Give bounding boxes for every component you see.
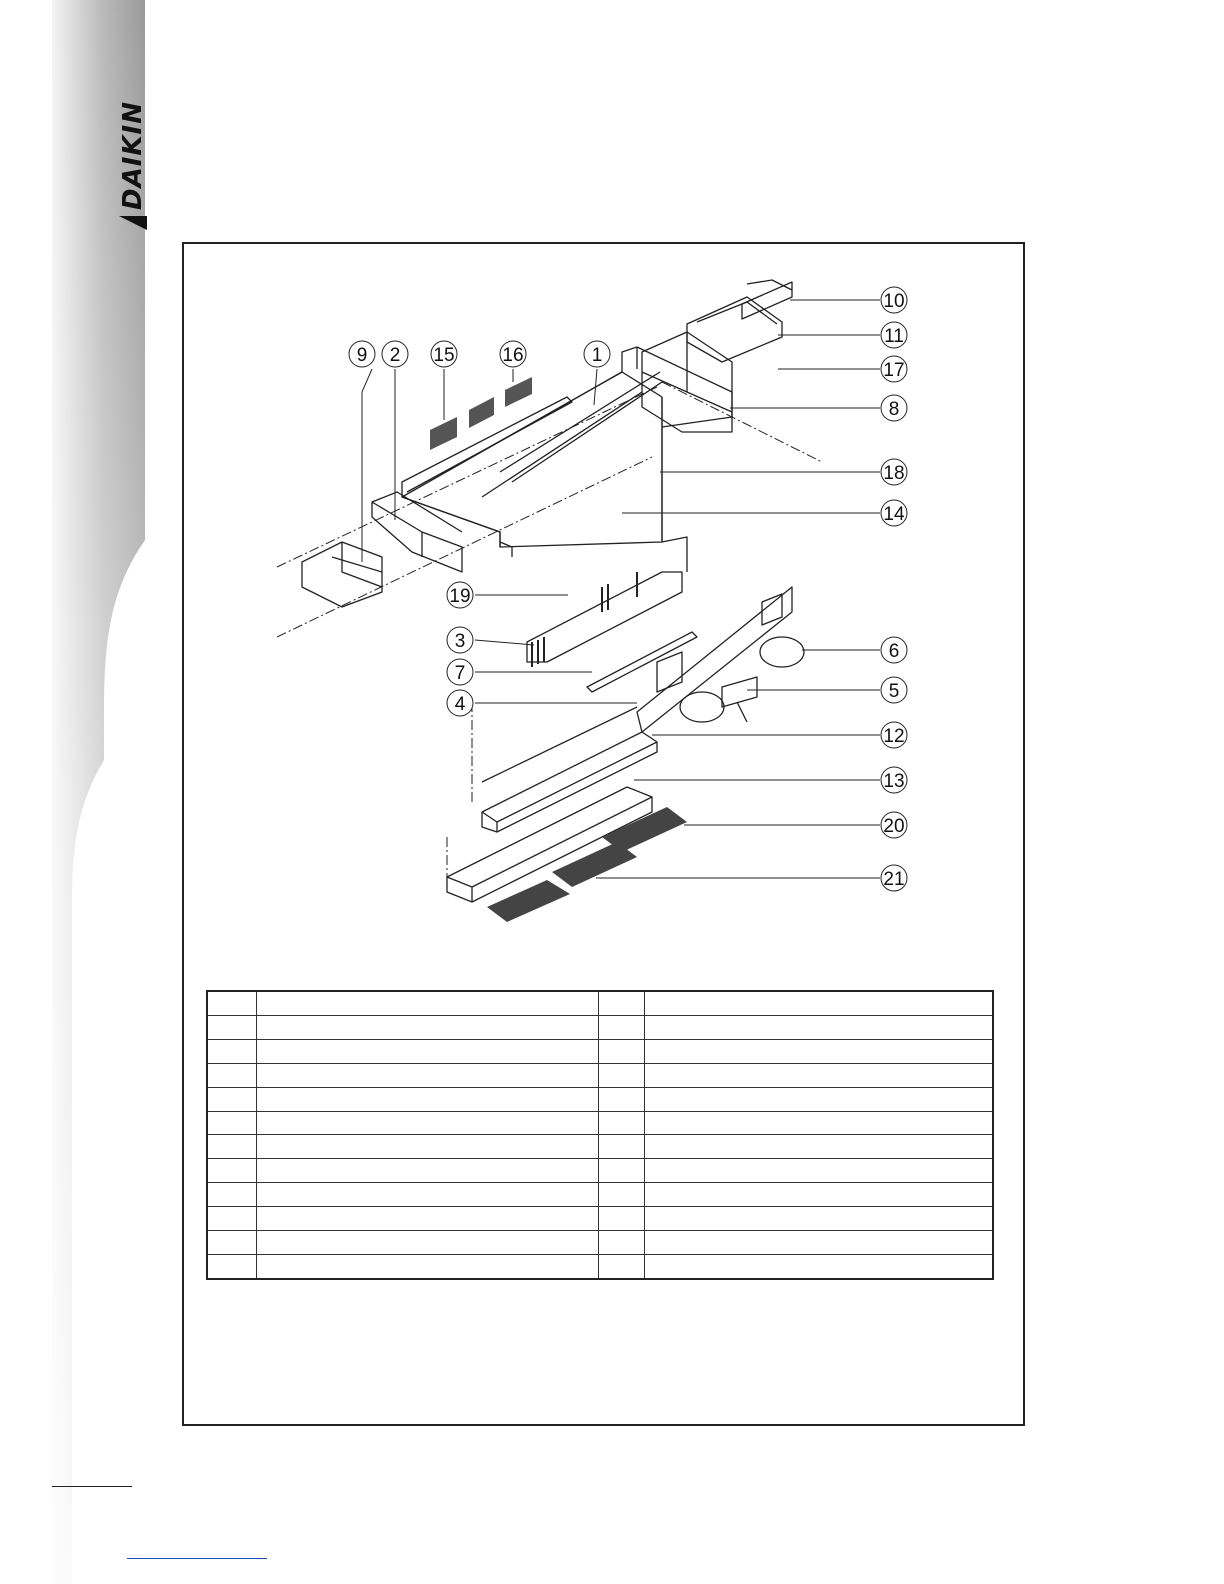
left-panel xyxy=(302,542,382,607)
table-cell xyxy=(207,1063,257,1087)
svg-text:15: 15 xyxy=(433,345,455,366)
table-cell xyxy=(207,1159,257,1183)
table-cell xyxy=(645,1231,994,1255)
table-row xyxy=(207,1039,993,1063)
daikin-logo xyxy=(118,101,148,230)
table-cell xyxy=(599,1159,645,1183)
svg-text:6: 6 xyxy=(888,641,900,662)
table-cell xyxy=(645,1254,994,1279)
svg-text:16: 16 xyxy=(502,345,524,366)
svg-text:1: 1 xyxy=(591,345,603,366)
table-cell xyxy=(207,1015,257,1039)
svg-text:8: 8 xyxy=(888,399,900,420)
callout-19 xyxy=(447,582,473,608)
table-cell xyxy=(257,1183,599,1207)
table-cell xyxy=(645,1111,994,1135)
table-cell xyxy=(645,1159,994,1183)
table-row xyxy=(207,1135,993,1159)
callout-10 xyxy=(881,287,907,313)
leader-lines xyxy=(362,300,880,878)
left-end-block xyxy=(372,492,462,572)
table-cell xyxy=(257,1159,599,1183)
table-cell xyxy=(257,1015,599,1039)
exploded-parts-diagram xyxy=(182,242,1025,982)
table-cell xyxy=(645,1063,994,1087)
callout-12 xyxy=(881,722,907,748)
table-cell xyxy=(599,1231,645,1255)
table-cell xyxy=(645,1039,994,1063)
top-brackets xyxy=(687,280,792,362)
callout-20 xyxy=(881,812,907,838)
svg-text:14: 14 xyxy=(883,504,905,525)
table-row xyxy=(207,1207,993,1231)
table-row xyxy=(207,1231,993,1255)
callout-21 xyxy=(881,865,907,891)
table-row xyxy=(207,1254,993,1279)
table-cell xyxy=(645,1183,994,1207)
callout-8 xyxy=(881,395,907,421)
svg-text:7: 7 xyxy=(454,663,466,684)
table-row xyxy=(207,1183,993,1207)
parts-list-body xyxy=(207,991,993,1279)
table-cell xyxy=(599,1087,645,1111)
table-cell xyxy=(257,1207,599,1231)
table-cell xyxy=(207,1183,257,1207)
table-cell xyxy=(645,1135,994,1159)
svg-text:19: 19 xyxy=(449,586,471,607)
table-cell xyxy=(257,1135,599,1159)
table-cell xyxy=(207,1111,257,1135)
side-gradient-band xyxy=(0,0,150,1584)
svg-text:4: 4 xyxy=(454,694,466,715)
table-cell xyxy=(599,1183,645,1207)
table-cell xyxy=(207,1207,257,1231)
table-cell xyxy=(207,1087,257,1111)
bottom-frame xyxy=(482,707,657,832)
svg-text:20: 20 xyxy=(883,816,905,837)
callout-17 xyxy=(881,356,907,382)
daikin-logo-text: DAIKIN xyxy=(118,101,148,210)
fan-assembly xyxy=(680,637,804,722)
table-cell xyxy=(645,991,994,1015)
table-row xyxy=(207,1015,993,1039)
table-cell xyxy=(257,1063,599,1087)
callout-9 xyxy=(349,341,375,367)
table-row xyxy=(207,1159,993,1183)
table-cell xyxy=(257,1231,599,1255)
callout-14 xyxy=(881,500,907,526)
callout-11 xyxy=(881,322,907,348)
table-cell xyxy=(599,1111,645,1135)
callout-4 xyxy=(447,690,473,716)
coil-strips xyxy=(532,572,637,667)
callout-6 xyxy=(881,637,907,663)
table-cell xyxy=(257,1111,599,1135)
footer-link-underline xyxy=(127,1558,267,1559)
callout-7 xyxy=(447,659,473,685)
table-cell xyxy=(207,1231,257,1255)
table-cell xyxy=(599,991,645,1015)
callout-3 xyxy=(447,627,473,653)
svg-text:3: 3 xyxy=(454,631,466,652)
svg-text:2: 2 xyxy=(389,345,401,366)
table-cell xyxy=(645,1087,994,1111)
callout-15 xyxy=(431,341,457,367)
table-cell xyxy=(599,1039,645,1063)
table-cell xyxy=(257,1039,599,1063)
table-cell xyxy=(645,1015,994,1039)
footer-rule xyxy=(52,1486,132,1487)
table-cell xyxy=(599,1207,645,1231)
callout-16 xyxy=(500,341,526,367)
table-cell xyxy=(207,1135,257,1159)
table-row xyxy=(207,991,993,1015)
svg-text:17: 17 xyxy=(883,360,905,381)
daikin-logo-mark-icon xyxy=(119,216,147,230)
callout-5 xyxy=(881,677,907,703)
svg-text:13: 13 xyxy=(883,771,905,792)
table-cell xyxy=(599,1135,645,1159)
svg-text:21: 21 xyxy=(883,869,905,890)
table-cell xyxy=(257,991,599,1015)
parts-list-table xyxy=(206,990,994,1280)
table-cell xyxy=(257,1087,599,1111)
table-cell xyxy=(599,1254,645,1279)
svg-text:9: 9 xyxy=(356,345,368,366)
svg-text:12: 12 xyxy=(883,726,905,747)
table-row xyxy=(207,1111,993,1135)
table-cell xyxy=(599,1063,645,1087)
callout-1 xyxy=(584,341,610,367)
svg-text:5: 5 xyxy=(888,681,900,702)
right-end-block xyxy=(642,332,732,432)
table-row xyxy=(207,1063,993,1087)
callout-2 xyxy=(382,341,408,367)
table-cell xyxy=(257,1254,599,1279)
table-cell xyxy=(207,1039,257,1063)
callout-18 xyxy=(881,459,907,485)
table-cell xyxy=(645,1207,994,1231)
table-cell xyxy=(207,991,257,1015)
table-row xyxy=(207,1087,993,1111)
table-cell xyxy=(207,1254,257,1279)
table-cell xyxy=(599,1015,645,1039)
svg-text:18: 18 xyxy=(883,463,905,484)
svg-text:10: 10 xyxy=(883,291,905,312)
svg-text:11: 11 xyxy=(884,326,904,347)
callout-13 xyxy=(881,767,907,793)
